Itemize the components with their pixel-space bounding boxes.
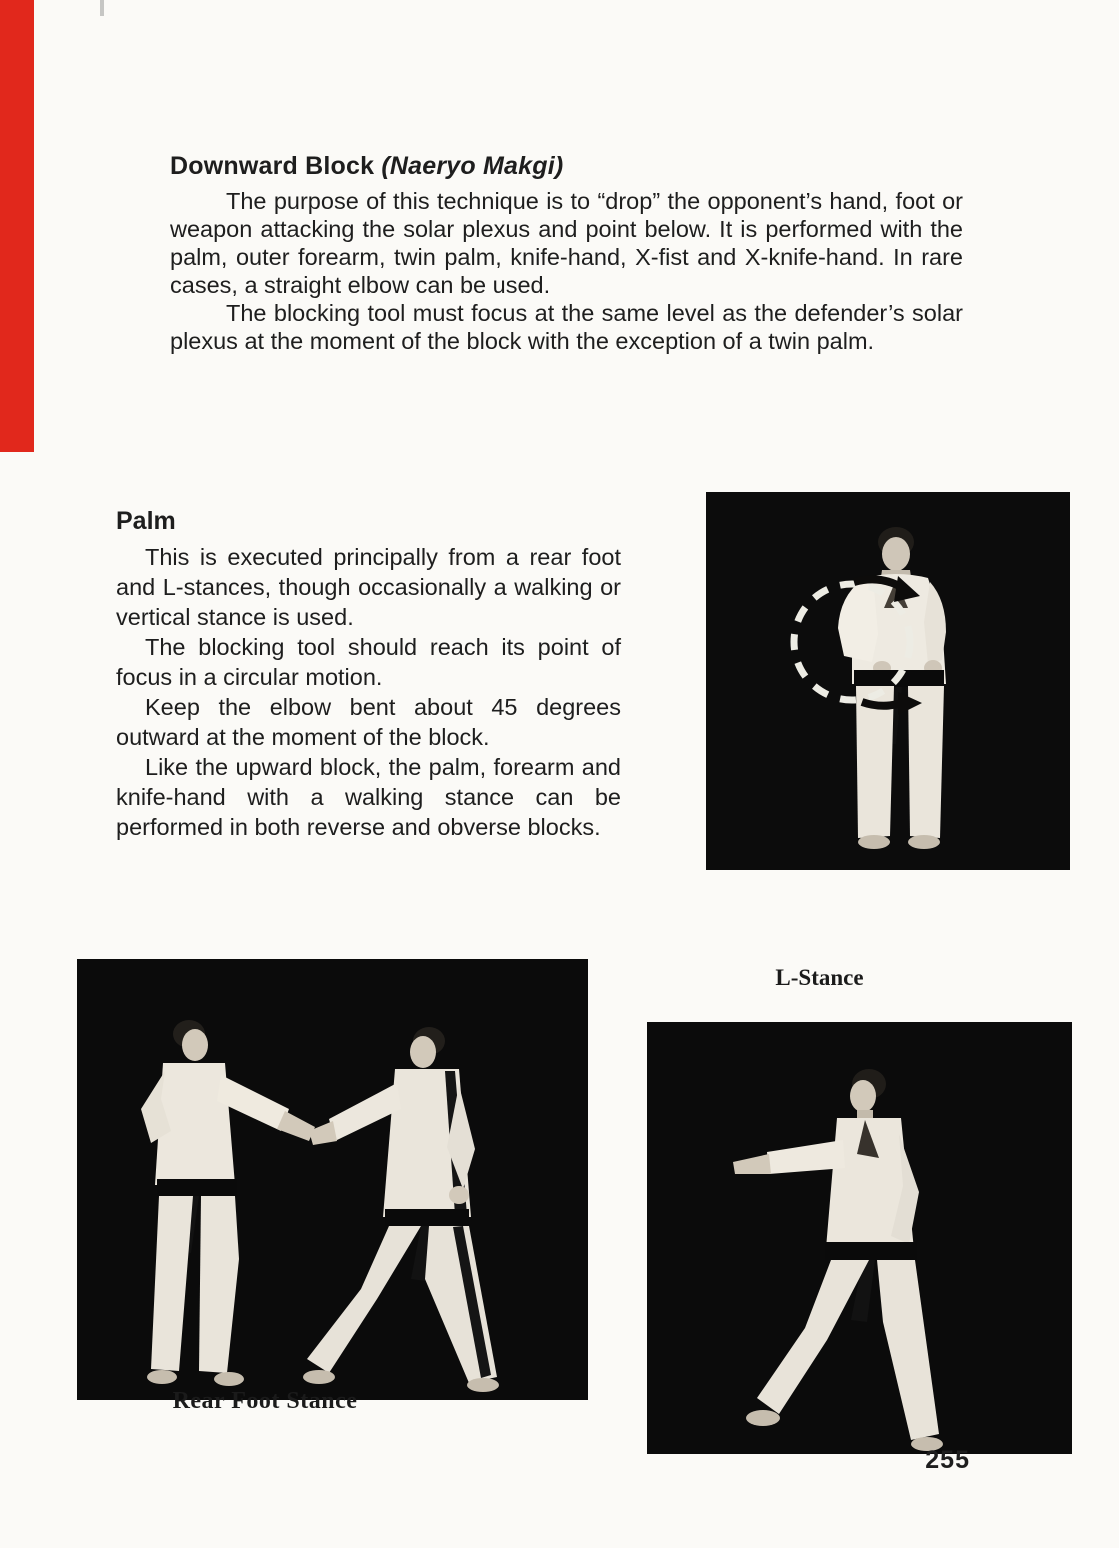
paragraph: Keep the elbow bent about 45 degrees outward at the moment of the block. <box>116 694 621 750</box>
figure-palm-block-photo <box>706 492 1070 870</box>
paragraph: The purpose of this technique is to “drop” the opponent’s hand, foot or weapon attacking the solar plexus and point below. It is performed with the palm, outer forearm, twin palm, knife-hand, X-fist and X-knife-hand. In rare cases, a straight elbow can be used. <box>170 188 963 298</box>
palm-block-photo-illustration <box>706 492 1070 870</box>
figure-rear-foot-stance-photo <box>77 959 588 1400</box>
section-palm <box>116 507 621 842</box>
caption-l-stance: L-Stance <box>775 965 864 990</box>
section-downward-block <box>170 152 963 355</box>
section-heading <box>170 152 963 181</box>
rear-foot-stance-photo-illustration <box>77 959 588 1400</box>
palm-heading: Palm <box>116 507 176 535</box>
paragraph: The blocking tool must focus at the same level as the defender’s solar plexus at the moment of the block with the exception of a twin palm. <box>170 300 963 354</box>
paragraph: Like the upward block, the palm, forearm and knife-hand with a walking stance can be performed in both reverse and obverse blocks. <box>116 754 621 840</box>
page-edge-red-stripe <box>0 0 34 452</box>
page-number: 255 <box>925 1446 970 1474</box>
figure-l-stance-photo <box>647 1022 1072 1454</box>
heading-korean-name: (Naeryo Makgi) <box>381 152 564 180</box>
paragraph: This is executed principally from a rear foot and L-stances, though occasionally a walking or vertical stance is used. <box>116 544 621 630</box>
heading-title: Downward Block <box>170 152 375 180</box>
caption-rear-foot-stance: Rear Foot Stance <box>172 1388 358 1414</box>
l-stance-photo-illustration <box>647 1022 1072 1454</box>
paragraph: The blocking tool should reach its point of focus in a circular motion. <box>116 634 621 690</box>
scan-artifact-tick <box>100 0 104 16</box>
